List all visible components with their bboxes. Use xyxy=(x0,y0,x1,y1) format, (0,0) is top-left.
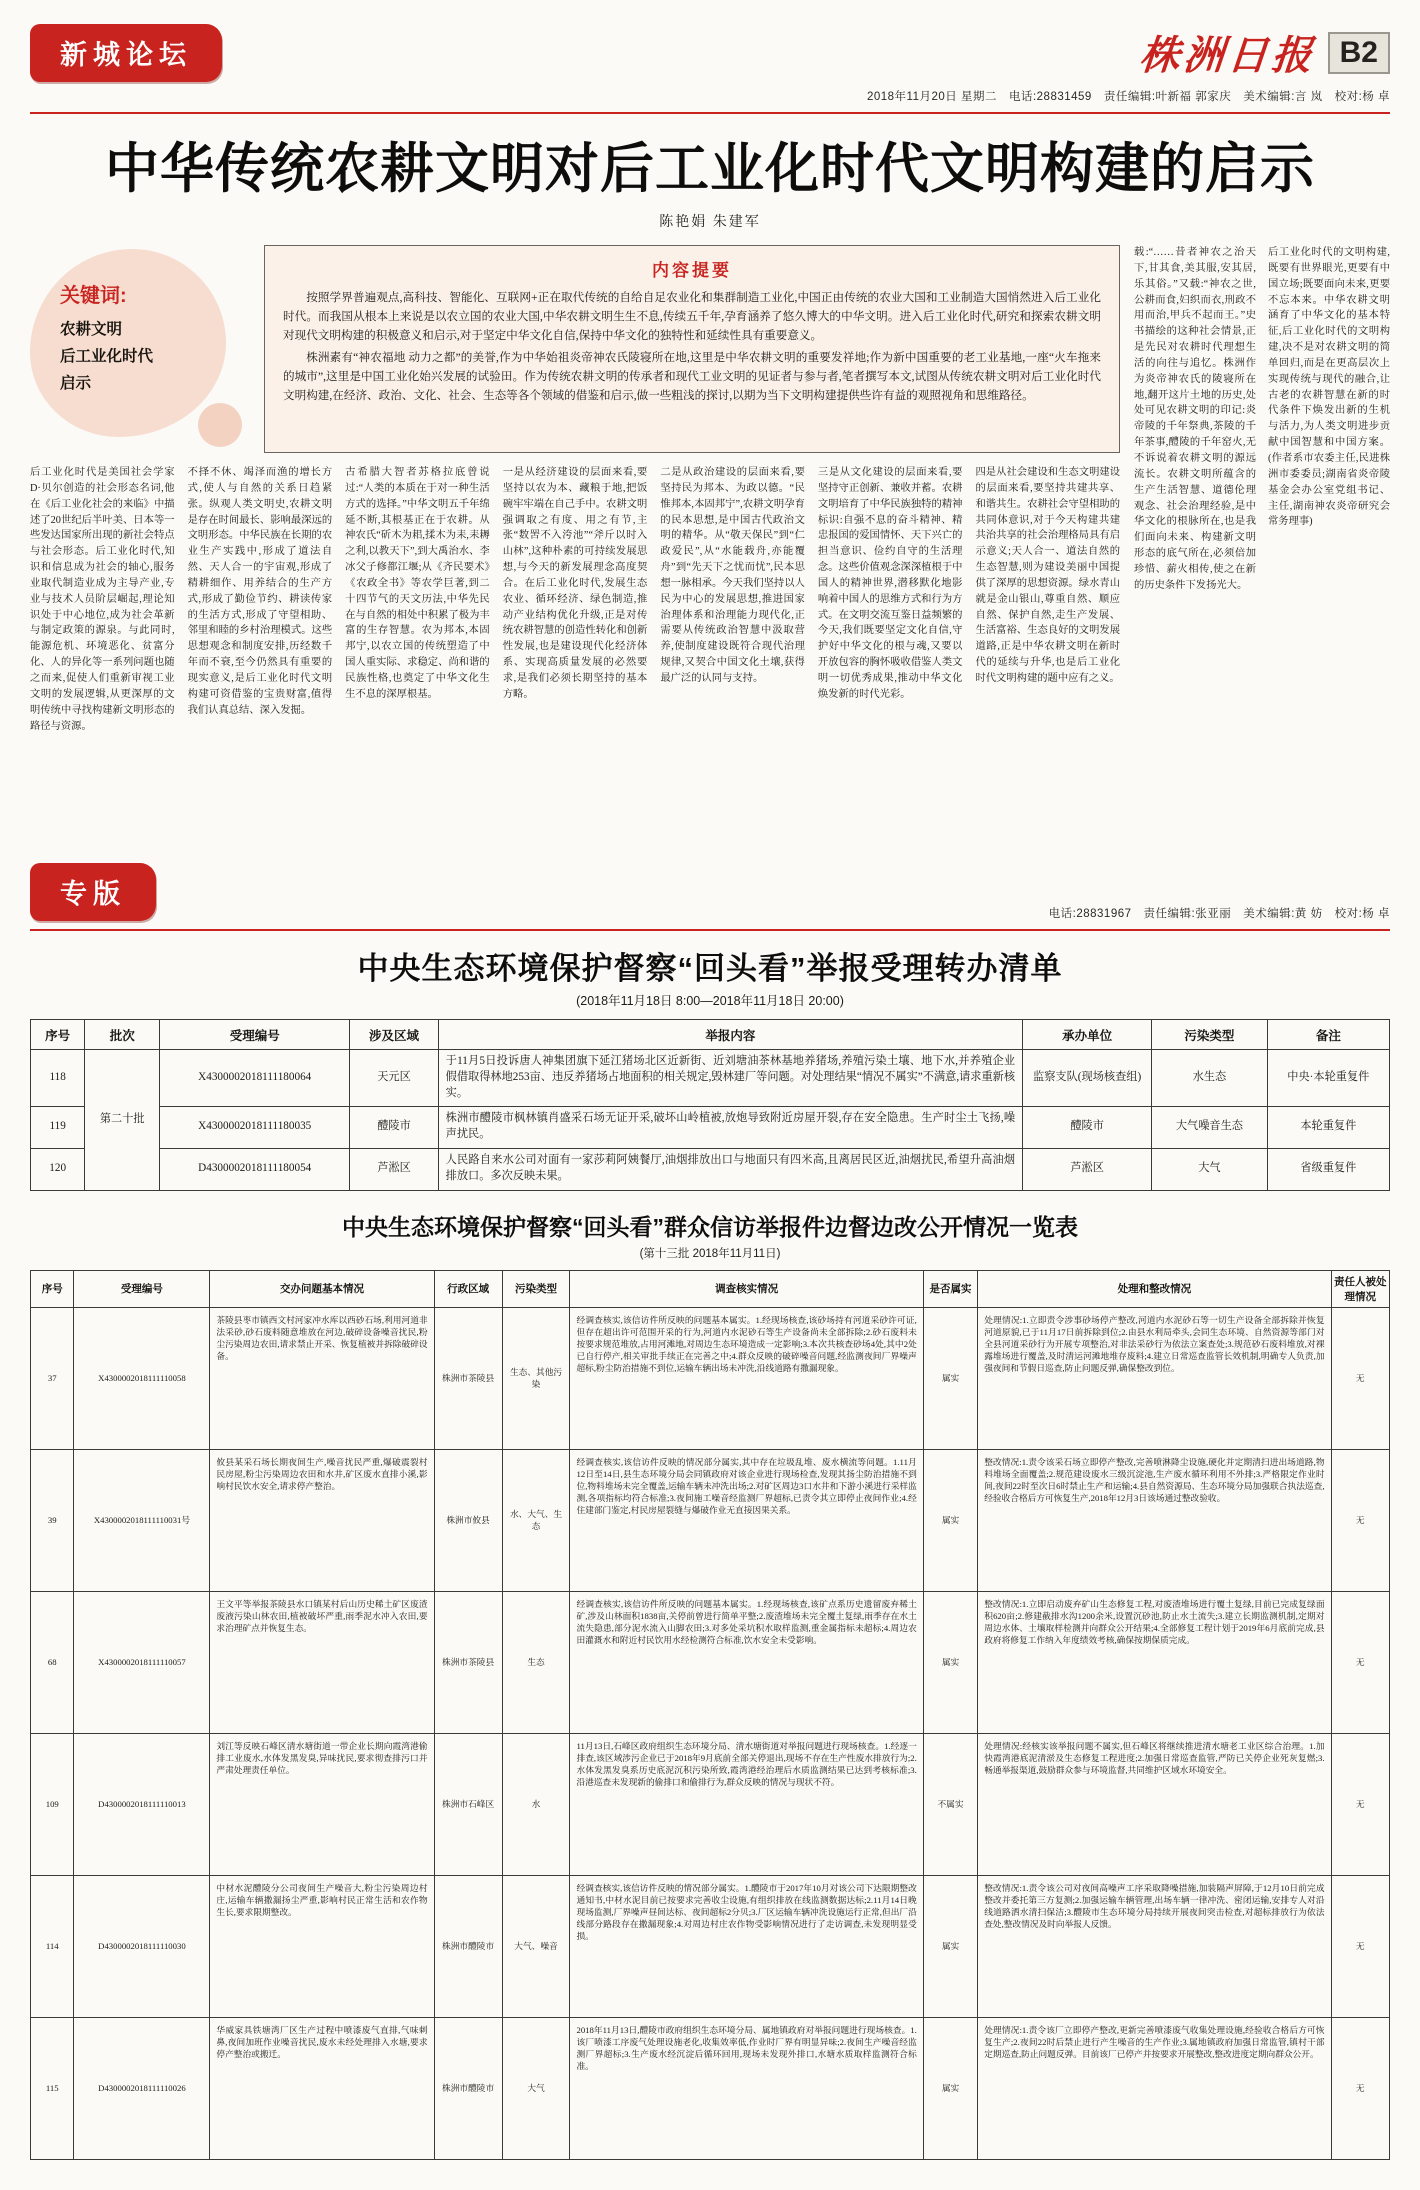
article-body xyxy=(30,245,1390,847)
column-header: 污染类型 xyxy=(1152,1020,1268,1050)
cell-action: 处理情况:1.责令该厂立即停产整改,更新完善喷漆废气收集处理设施,经验收合格后方可恢复生产;2.夜间22时后禁止进行产生噪音的生产作业;3.属地镇政府加强日常监管,镇村干部定期巡查,防止问题反弹。目前该厂已停产并按要求开展整改,整改进度定期向群众公开。 xyxy=(978,2017,1331,2159)
cell-no: 120 xyxy=(31,1148,85,1190)
table-header-row xyxy=(31,1020,1390,1050)
cell-no: 109 xyxy=(31,1733,74,1875)
column-header: 举报内容 xyxy=(438,1020,1022,1050)
keyword-item: 启示 xyxy=(60,375,92,393)
table-row xyxy=(31,1733,1390,1875)
cell-no: 39 xyxy=(31,1449,74,1591)
cell-type: 水 xyxy=(502,1733,570,1875)
cell-issue: 王文平等举报茶陵县水口镇某村后山历史稀土矿区废渣废液污染山林农田,植被破坏严重,雨季泥水冲入农田,要求治理矿点并恢复生态。 xyxy=(210,1591,434,1733)
column-header: 交办问题基本情况 xyxy=(210,1270,434,1307)
table-row xyxy=(31,1307,1390,1449)
cell-truth: 属实 xyxy=(923,1875,977,2017)
cell-issue: 茶陵县枣市镇西文村河家冲水库以西砂石场,利用河道非法采砂,砂石废料随意堆放在河边,破碎设备噪音扰民,粉尘污染周边农田,请求禁止开采、恢复植被并拆除破碎设备。 xyxy=(210,1307,434,1449)
article-right-columns xyxy=(1134,245,1390,847)
column-header: 备注 xyxy=(1267,1020,1389,1050)
article-column-with-author-note: 后工业化时代的文明构建,既要有世界眼光,更要有中国立场;既要面向未来,更要不忘本来。中华农耕文明涵育了中华文化的基本特征,后工业化时代的文明构建,决不是对农耕文明的简单回归,而是在更高层次上实现传统与现代的融合,让古老的农耕智慧在新的时代条件下焕发出新的生机与活力,为人类文明进步贡献中国智慧和中国方案。(作者系市农委主任,民进株洲市委委员;湖南省炎帝陵基金会办公室党组书记、主任,湖南神农炎帝研究会常务理事) xyxy=(1268,247,1390,528)
cell-issue: 中材水泥醴陵分公司夜间生产噪音大,粉尘污染周边村庄,运输车辆撒漏扬尘严重,影响村民正常生活和农作物生长,要求限期整改。 xyxy=(210,1875,434,2017)
cell-unit: 醴陵市 xyxy=(1023,1106,1152,1148)
cell-liable: 无 xyxy=(1331,1591,1389,1733)
keywords-box xyxy=(30,245,248,453)
cell-action: 整改情况:1.责令该采石场立即停产整改,完善喷淋降尘设施,硬化并定期清扫进出场道路,物料堆场全面覆盖;2.规范建设废水三级沉淀池,生产废水循环利用不外排;3.严格限定作业时间,夜间22时至次日6时禁止生产和运输;4.县自然资源局、生态环境分局加强联合执法巡查,经验收合格后方可恢复生产,2018年12月3日该场通过整改验收。 xyxy=(978,1449,1331,1591)
cell-verify: 经调查核实,该信访件所反映的问题基本属实。1.经现场核查,该砂场持有河道采砂许可证,但存在超出许可范围开采的行为,河道内水泥砂石等生产设备尚未全部拆除;2.砂石废料未按要求规范堆放,占用河滩地,对周边生态环境造成一定影响;3.本次共核查砂场4处,其中2处已自行停产,相关审批手续正在完善之中;4.群众反映的破碎噪音问题,经监测夜间厂界噪声超标,粉尘防治措施不到位,运输车辆出场未冲洗,沿线道路有撒漏现象。 xyxy=(570,1307,923,1449)
cell-action: 整改情况:1.立即启动废弃矿山生态修复工程,对废渣堆场进行覆土复绿,目前已完成复绿面积620亩;2.修建截排水沟1200余米,设置沉砂池,防止水土流失;3.建立长期监测机制,定期对周边水体、土壤取样检测并向群众公开结果;4.全部修复工程计划于2019年6月底前完成,县政府将修复工作纳入年度绩效考核,确保按期保质完成。 xyxy=(978,1591,1331,1733)
keywords-label: 关键词: xyxy=(60,285,127,307)
rectification-detail-table xyxy=(30,1270,1390,2160)
cell-type: 大气、噪音 xyxy=(502,1875,570,2017)
column-header: 涉及区域 xyxy=(350,1020,438,1050)
cell-no: 37 xyxy=(31,1307,74,1449)
summary-paragraph: 按照学界普遍观点,高科技、智能化、互联网+正在取代传统的自给自足农业化和集群制造工业化,中国正由传统的农业大国和工业制造大国悄然进入后工业化时代。而我国从根本上来说是以农立国的农业大国,中华农耕文明生生不息,传续五千年,孕育涵养了悠久博大的中华文明。进入后工业化时代,研究和探索农耕文明对现代文明构建的积极意义和启示,对于坚定中华文化自信,保持中华文化的独特性和延续性具有重要意义。 xyxy=(283,291,1101,342)
column-header: 是否属实 xyxy=(923,1270,977,1307)
cell-region: 芦淞区 xyxy=(350,1148,438,1190)
cell-unit: 监察支队(现场核查组) xyxy=(1023,1050,1152,1107)
list-table-subtitle: (2018年11月18日 8:00—2018年11月18日 20:00) xyxy=(576,994,844,1008)
cell-action: 处理情况:1.立即责令涉事砂场停产整改,河道内水泥砂石等一切生产设备全部拆除并恢复河道原貌,已于11月17日前拆除到位;2.由县水利局牵头,会同生态环境、自然资源等部门对全县河道采砂行为开展专项整治,对非法采砂行为依法立案查处;3.规范砂石废料堆放,对裸露堆场进行覆盖,及时清运河滩地堆存废料;4.建立日常巡查监管长效机制,明确专人负责,加强夜间和节假日巡查,防止问题反弹,确保整改到位。 xyxy=(978,1307,1331,1449)
cell-type: 大气 xyxy=(1152,1148,1268,1190)
cell-type: 生态、其他污染 xyxy=(502,1307,570,1449)
table-row xyxy=(31,1449,1390,1591)
masthead-block xyxy=(867,24,1390,104)
complaint-list-table xyxy=(30,1019,1390,1191)
cell-truth: 属实 xyxy=(923,2017,977,2159)
article-column: 不择不休、竭泽而渔的增长方式,使人与自然的关系日趋紧张。纵观人类文明史,农耕文明是存在时间最长、影响最深远的文明形态。中华民族在长期的农业生产实践中,形成了道法自然、天人合一的宇宙观,形成了精耕细作、用养结合的生产方式,形成了勤俭节约、耕读传家的生活方式,形成了守望相助、邻里和睦的乡村治理模式。这些思想观念和制度安排,历经数千年而不衰,至今仍然具有重要的现实意义,是后工业化时代文明构建可资借鉴的宝贵财富,值得我们认真总结、深入发掘。 xyxy=(187,467,333,716)
column-header: 序号 xyxy=(31,1270,74,1307)
article-byline: 陈艳娟 朱建军 xyxy=(659,215,761,230)
cell-type: 水生态 xyxy=(1152,1050,1268,1107)
edition-info-line: 2018年11月20日 星期二 电话:28831459 责任编辑:叶新福 郭家庆 美术编辑:言 岚 校对:杨 卓 xyxy=(866,91,1390,103)
red-divider xyxy=(30,112,1390,114)
cell-code: D4300002018111110026 xyxy=(74,2017,210,2159)
table-header-row xyxy=(31,1270,1390,1307)
cell-code: D4300002018111180054 xyxy=(160,1148,350,1190)
cell-region: 株洲市醴陵市 xyxy=(434,1875,502,2017)
page-number: B2 xyxy=(1328,32,1390,74)
cell-region: 天元区 xyxy=(350,1050,438,1107)
section-badge-forum: 新城论坛 xyxy=(30,24,222,82)
table-row xyxy=(31,1591,1390,1733)
cell-action: 处理情况:经核实该举报问题不属实,但石峰区将继续推进清水塘老工业区综合治理。1.加快霞湾港底泥清淤及生态修复工程进度;2.加强日常巡查监管,严防已关停企业死灰复燃;3.畅通举报渠道,鼓励群众参与环境监督,共同维护区域水环境安全。 xyxy=(978,1733,1331,1875)
cell-truth: 不属实 xyxy=(923,1733,977,1875)
cell-content: 株洲市醴陵市枫林镇肖盛采石场无证开采,破坏山岭植被,放炮导致附近房屋开裂,存在安全隐患。生产时尘土飞扬,噪声扰民。 xyxy=(438,1106,1022,1148)
cell-truth: 属实 xyxy=(923,1449,977,1591)
cell-truth: 属实 xyxy=(923,1307,977,1449)
cell-region: 株洲市茶陵县 xyxy=(434,1307,502,1449)
cell-type: 水、大气、生态 xyxy=(502,1449,570,1591)
cell-code: D4300002018111110013 xyxy=(74,1733,210,1875)
red-divider xyxy=(30,929,1390,931)
cell-verify: 11月13日,石峰区政府组织生态环境分局、清水塘街道对举报问题进行现场核查。1.经逐一排查,该区域涉污企业已于2018年9月底前全部关停退出,现场不存在生产性废水排放行为;2.水体发黑发臭系历史底泥沉积污染所致,霞湾港经治理后水质监测结果已达到考核标准;3.沿港巡查未发现新的偷排口和偷排行为,群众反映的情况与现状不符。 xyxy=(570,1733,923,1875)
cell-liable: 无 xyxy=(1331,1449,1389,1591)
cell-no: 114 xyxy=(31,1875,74,2017)
column-header: 污染类型 xyxy=(502,1270,570,1307)
cell-liable: 无 xyxy=(1331,1307,1389,1449)
cell-region: 株洲市石峰区 xyxy=(434,1733,502,1875)
cell-type: 大气 xyxy=(502,2017,570,2159)
column-header: 行政区域 xyxy=(434,1270,502,1307)
table-row xyxy=(31,1875,1390,2017)
keyword-item: 农耕文明 xyxy=(60,321,123,338)
article-column: 古希腊大智者苏格拉底曾说过:“人类的本质在于对一种生活方式的选择。”中华文明五千年绵延不断,其根基正在于农耕。从神农氏“斫木为耜,揉木为耒,耒耨之利,以教天下”,到大禹治水、李冰父子修都江堰;从《齐民要术》《农政全书》等农学巨著,到二十四节气的天文历法,中华先民在与自然的相处中积累了极为丰富的生存智慧。农为邦本,本固邦宁,以农立国的传统塑造了中国人重实际、求稳定、尚和谐的民族性格,也奠定了中华文化生生不息的深厚根基。 xyxy=(345,467,490,700)
column-header: 批次 xyxy=(85,1020,160,1050)
cell-type: 生态 xyxy=(502,1591,570,1733)
section-badge-special: 专版 xyxy=(30,863,156,921)
article-column: 载:“……昔者神农之治天下,甘其食,美其服,安其居,乐其俗。”又载:“神农之世,公耕而食,妇织而衣,刑政不用而治,甲兵不起而王。”史书描绘的这种社会情景,正是先民对农耕时代理想生活的向往与追忆。株洲作为炎帝神农氏的陵寝所在地,翻开这片土地的历史,处处可见农耕文明的印记:炎帝陵的千年祭典,茶陵的千年茶事,醴陵的千年窑火,无不诉说着农耕文明的源远流长。农耕文明所蕴含的生产生活智慧、道德伦理观念、社会治理经验,是中华文化的根脉所在,也是我们面向未来、构建新文明形态的底气所在,必须倍加珍惜、薪火相传,使之在新的历史条件下发扬光大。 xyxy=(1134,247,1256,591)
column-header: 承办单位 xyxy=(1023,1020,1152,1050)
cell-region: 株洲市醴陵市 xyxy=(434,2017,502,2159)
masthead-logo: 株洲日报 xyxy=(1137,33,1318,78)
article-column: 四是从社会建设和生态文明建设的层面来看,要坚持共建共享、和谐共生。农耕社会守望相助的共同体意识,对于今天构建共建共治共享的社会治理格局具有启示意义;天人合一、道法自然的生态智慧,则为建设美丽中国提供了深厚的思想资源。绿水青山就是金山银山,尊重自然、顺应自然、保护自然,走生产发展、生活富裕、生态良好的文明发展道路,正是中华农耕文明在新时代的延续与升华,也是后工业化时代文明构建的题中应有之义。 xyxy=(975,467,1120,684)
article-headline: 中华传统农耕文明对后工业化时代文明构建的启示 xyxy=(105,139,1315,199)
cell-issue: 刘江等反映石峰区清水塘街道一带企业长期向霞湾港偷排工业废水,水体发黑发臭,异味扰民,要求彻查排污口并严肃处理责任单位。 xyxy=(210,1733,434,1875)
special-edition-info-line: 电话:28831967 责任编辑:张亚丽 美术编辑:黄 妨 校对:杨 卓 xyxy=(1048,908,1390,920)
detail-table-subtitle: (第十三批 2018年11月11日) xyxy=(639,1247,781,1260)
cell-note: 中央·本轮重复件 xyxy=(1267,1050,1389,1107)
cell-code: X4300002018111110058 xyxy=(74,1307,210,1449)
list-table-title: 中央生态环境保护督察“回头看”举报受理转办清单 xyxy=(357,951,1063,986)
article-column: 后工业化时代是美国社会学家D·贝尔创造的社会形态名词,他在《后工业化社会的来临》中描述了20世纪后半叶美、日本等一些发达国家所出现的新社会特点与社会形态。后工业化时代,知识和信息成为社会的轴心,服务业取代制造业成为主导产业,专业与技术人员阶层崛起,理论知识处于中心地位,成为社会革新与制定政策的源泉。与此同时,能源危机、环境恶化、贫富分化、人的异化等一系列问题也随之而来,促使人们重新审视工业文明的发展逻辑,从更深厚的文明传统中寻找构建新文明形态的路径与资源。 xyxy=(30,467,175,732)
keywords-decor-dot xyxy=(198,403,242,447)
cell-no: 115 xyxy=(31,2017,74,2159)
detail-table-title: 中央生态环境保护督察“回头看”群众信访举报件边督边改公开情况一览表 xyxy=(342,1213,1078,1240)
cell-no: 119 xyxy=(31,1106,85,1148)
cell-verify: 经调查核实,该信访件反映的情况部分属实。1.醴陵市于2017年10月对该公司下达限期整改通知书,中材水泥目前已按要求完善收尘设施,有组织排放在线监测数据达标;2.11月14日晚现场监测,厂界噪声昼间达标、夜间超标2分贝;3.厂区运输车辆冲洗设施运行正常,但出厂沿线部分路段存在撒漏现象;4.对周边村庄农作物受影响情况进行了走访调查,未发现明显受损。 xyxy=(570,1875,923,2017)
cell-no: 68 xyxy=(31,1591,74,1733)
column-header: 处理和整改情况 xyxy=(978,1270,1331,1307)
cell-content: 于11月5日投诉唐人神集团旗下延江猪场北区近新街、近刘塘油茶林基地养猪场,养殖污染土壤、地下水,并养殖企业假借取得林地253亩、违反养猪场占地面积的相关规定,毁林建厂等问题。对处理结果“情况不属实”不满意,请求重新核实。 xyxy=(438,1050,1022,1107)
summary-box xyxy=(264,245,1120,453)
cell-region: 株洲市茶陵县 xyxy=(434,1591,502,1733)
article-column: 三是从文化建设的层面来看,要坚持守正创新、兼收并蓄。农耕文明培育了中华民族独特的精神标识:自强不息的奋斗精神、精忠报国的爱国情怀、天下兴亡的担当意识、俭约自守的生活理念。这些价值观念深深植根于中国人的精神世界,潜移默化地影响着中国人的思维方式和行为方式。在文明交流互鉴日益频繁的今天,我们既要坚定文化自信,守护好中华文化的根与魂,又要以开放包容的胸怀吸收借鉴人类文明一切优秀成果,推动中华文化焕发新的时代光彩。 xyxy=(817,467,963,700)
cell-type: 大气噪音生态 xyxy=(1152,1106,1268,1148)
cell-code: X4300002018111110031号 xyxy=(74,1449,210,1591)
article-columns xyxy=(30,465,1120,847)
page-header xyxy=(30,24,1390,104)
cell-code: X4300002018111180035 xyxy=(160,1106,350,1148)
summary-title: 内容提要 xyxy=(652,261,732,280)
keyword-item: 后工业化时代 xyxy=(60,348,154,366)
special-section xyxy=(30,863,1390,2160)
cell-liable: 无 xyxy=(1331,2017,1389,2159)
column-header: 责任人被处理情况 xyxy=(1331,1270,1389,1307)
column-header: 调查核实情况 xyxy=(570,1270,923,1307)
cell-content: 人民路自来水公司对面有一家莎莉阿姨餐厅,油烟排放出口与地面只有四米高,且离居民区近,油烟扰民,希望升高油烟排放口。多次反映未果。 xyxy=(438,1148,1022,1190)
cell-truth: 属实 xyxy=(923,1591,977,1733)
cell-liable: 无 xyxy=(1331,1875,1389,2017)
column-header: 受理编号 xyxy=(160,1020,350,1050)
table-row xyxy=(31,1106,1390,1148)
column-header: 受理编号 xyxy=(74,1270,210,1307)
cell-issue: 攸县某采石场长期夜间生产,噪音扰民严重,爆破震裂村民房屋,粉尘污染周边农田和水井,矿区废水直排小溪,影响村民饮水安全,请求停产整治。 xyxy=(210,1449,434,1591)
cell-verify: 经调查核实,该信访件所反映的问题基本属实。1.经现场核查,该矿点系历史遗留废弃稀土矿,涉及山林面积1838亩,关停前曾进行简单平整;2.废渣堆场未完全覆土复绿,雨季存在水土流失隐患,部分泥水流入山脚农田;3.对多处采坑积水取样监测,重金属指标未超标;4.周边农田灌溉水和附近村民饮用水经检测符合标准,饮水安全未受影响。 xyxy=(570,1591,923,1733)
cell-action: 整改情况:1.责令该公司对夜间高噪声工序采取降噪措施,加装隔声屏障,于12月10日前完成整改并委托第三方复测;2.加强运输车辆管理,出场车辆一律冲洗、密闭运输,安排专人对沿线道路洒水清扫保洁;3.醴陵市生态环境分局持续开展夜间突击检查,对超标排放行为依法查处,整改情况及时向举报人反馈。 xyxy=(978,1875,1331,2017)
cell-region: 醴陵市 xyxy=(350,1106,438,1148)
table-row xyxy=(31,1050,1390,1107)
cell-unit: 芦淞区 xyxy=(1023,1148,1152,1190)
cell-liable: 无 xyxy=(1331,1733,1389,1875)
table-row xyxy=(31,1148,1390,1190)
cell-issue: 华威家具铁塘湾厂区生产过程中喷漆废气直排,气味刺鼻,夜间加班作业噪音扰民,废水未经处理排入水塘,要求停产整治或搬迁。 xyxy=(210,2017,434,2159)
cell-note: 本轮重复件 xyxy=(1267,1106,1389,1148)
cell-verify: 2018年11月13日,醴陵市政府组织生态环境分局、属地镇政府对举报问题进行现场核查。1.该厂喷漆工序废气处理设施老化,收集效率低,作业时厂界有明显异味;2.夜间生产噪音经监测厂界超标;3.生产废水经沉淀后循环回用,现场未发现外排口,水塘水质取样监测符合标准。 xyxy=(570,2017,923,2159)
cell-code: D4300002018111110030 xyxy=(74,1875,210,2017)
cell-code: X4300002018111180064 xyxy=(160,1050,350,1107)
cell-batch: 第二十批 xyxy=(85,1050,160,1191)
cell-code: X4300002018111110057 xyxy=(74,1591,210,1733)
table-row xyxy=(31,2017,1390,2159)
cell-region: 株洲市攸县 xyxy=(434,1449,502,1591)
article-column: 二是从政治建设的层面来看,要坚持民为邦本、为政以德。“民惟邦本,本固邦宁”,农耕文明孕育的民本思想,是中国古代政治文明的精华。从“敬天保民”到“仁政爱民”,从“水能载舟,亦能覆舟”到“先天下之忧而忧”,民本思想一脉相承。今天我们坚持以人民为中心的发展思想,推进国家治理体系和治理能力现代化,正需要从传统政治智慧中汲取营养,使制度建设既符合现代治理规律,又契合中国文化土壤,获得最广泛的认同与支持。 xyxy=(660,467,805,684)
cell-note: 省级重复件 xyxy=(1267,1148,1389,1190)
cell-verify: 经调查核实,该信访件反映的情况部分属实,其中存在垃圾乱堆、废水横流等问题。1.11月12日至14日,县生态环境分局会同镇政府对该企业进行现场检查,发现其扬尘防治措施不到位,物料堆场未完全覆盖,运输车辆未冲洗出场;2.对矿区周边3口水井和下游小溪进行采样监测,各项指标均符合标准;3.夜间施工噪音经监测厂界超标,已责令其立即停止夜间作业;4.经住建部门鉴定,村民房屋裂缝与爆破作业无直接因果关系。 xyxy=(570,1449,923,1591)
article-column: 一是从经济建设的层面来看,要坚持以农为本、藏粮于地,把饭碗牢牢端在自己手中。农耕文明强调取之有度、用之有节,主张“数罟不入洿池”“斧斤以时入山林”,这种朴素的可持续发展思想,与今天的新发展理念高度契合。在后工业化时代,发展生态农业、循环经济、绿色制造,推动产业结构优化升级,正是对传统农耕智慧的创造性转化和创新性发展,也是建设现代化经济体系、实现高质量发展的必然要求,是我们必须长期坚持的基本方略。 xyxy=(502,467,648,700)
cell-no: 118 xyxy=(31,1050,85,1107)
summary-paragraph: 株洲素有“神农福地 动力之都”的美誉,作为中华始祖炎帝神农氏陵寝所在地,这里是中华农耕文明的重要发祥地;作为新中国重要的老工业基地,一座“火车拖来的城市”,这里是中国工业化始兴发展的试验田。作为传统农耕文明的传承者和现代工业文明的见证者与参与者,笔者撰写本文,试图从传统农耕文明对后工业化时代文明构建,在经济、政治、文化、社会、生态等各个领域的借鉴和启示,做一些粗浅的探讨,以期为当下文明构建提供些许有益的观照视角和思维路径。 xyxy=(283,351,1101,402)
column-header: 序号 xyxy=(31,1020,85,1050)
